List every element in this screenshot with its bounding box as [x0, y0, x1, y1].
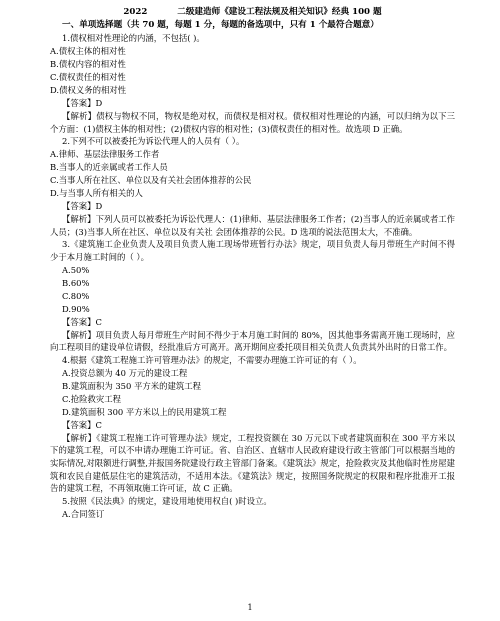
question-stem: 3.《建筑施工企业负责人及项目负责人施工现场带班暂行办法》规定，项目负责人每月带班生产时间不得少于本月施工时间的（ ）。	[50, 239, 455, 262]
option-c: C.当事人所在社区、单位以及有关社会团体推荐的公民	[50, 175, 252, 186]
answer: 【答案】D	[62, 98, 103, 108]
option-b: B.当事人的近亲属或者工作人员	[50, 162, 168, 173]
option-d: D.债权义务的相对性	[50, 85, 127, 95]
option-c: C.抢险救灾工程	[62, 393, 122, 404]
option-c: C.80%	[62, 290, 90, 301]
question-5	[50, 495, 455, 521]
analysis: 【解析】下列人员可以被委托为诉讼代理人：(1)律师、基层法律服务工作者；(2)当事人的近亲属或者工作人员；(3)当事人所在社区、单位以及有关社 会团体推荐的公民。D 选项的说法范围太大，不准确。	[50, 214, 455, 237]
option-a: A.债权主体的相对性	[50, 46, 126, 56]
option-a: A.律师、基层法律服务工作者	[50, 149, 160, 160]
option-d: D.建筑面积 300 平方米以上的民用建筑工程	[62, 406, 227, 417]
analysis: 【解析】债权与物权不同，物权是绝对权，而债权是相对权。债权相对性理论的内涵，可以归纳为以下三个方面：(1)债权主体的相对性；(2)债权内容的相对性；(3)债权责任的相对性。故选项 D 正确。	[50, 111, 455, 134]
question-1	[50, 32, 455, 135]
option-b: B.建筑面积为 350 平方米的建筑工程	[62, 380, 202, 391]
option-c: C.债权责任的相对性	[50, 72, 126, 82]
analysis: 【解析】项目负责人每月带班生产时间不得少于本月施工时间的 80%，因其他事务需离开施工现场时，应向工程项目的建设单位请假，经批准后方可离开。离开期间应委托项目相关负责人负责其外出时的日常工作。	[50, 329, 455, 353]
question-stem: 2.下列不可以被委托为诉讼代理人的人员有（ ）。	[62, 136, 245, 147]
question-2	[50, 135, 455, 238]
question-3	[50, 238, 455, 353]
question-stem: 4.根据《建筑工程施工许可管理办法》的规定，不需要办理施工许可证的有（ ）。	[62, 354, 362, 365]
question-stem: 5.按照《民法典》的规定，建设用地使用权自( )时设立。	[62, 495, 272, 506]
option-a: A.投资总额为 40 万元的建设工程	[62, 367, 188, 378]
option-d: D.90%	[62, 303, 90, 314]
title-text: 二级建造师《建设工程法规及相关知识》经典 100 题	[177, 7, 382, 17]
option-a: A.合同签订	[62, 508, 105, 519]
title-year: 2022	[123, 7, 148, 17]
answer: 【答案】C	[62, 419, 102, 430]
answer: 【答案】D	[62, 201, 103, 212]
document-page	[50, 6, 455, 521]
option-a: A.50%	[62, 264, 90, 275]
question-4	[50, 354, 455, 495]
page-number: 1	[247, 603, 253, 612]
question-stem: 1.债权相对性理论的内涵，不包括( )。	[62, 33, 205, 43]
option-b: B.60%	[62, 277, 90, 288]
option-d: D.与当事人所有相关的人	[50, 188, 143, 199]
analysis: 【解析】《建筑工程施工许可管理办法》规定，工程投资额在 30 万元以下或者建筑面积在 300 平方米以下的建筑工程，可以不申请办理施工许可证。省、自治区、直辖市人民政府建设行政主管部门可以根据当地的实际情况,对限额进行调整,并报国务院建设行政主管部门备案。《建筑法》规定，抢险救灾及其他临时性房屋建筑和农民自建低层住宅的建筑活动，不适用本法。《建筑法》规定，按照国务院规定的权限和程序批准开工报告的建筑工程，不再领取施工许可证，故 C 正确。	[50, 432, 455, 494]
option-b: B.债权内容的相对性	[50, 59, 126, 69]
answer: 【答案】C	[62, 316, 102, 327]
document-title	[50, 6, 455, 19]
section-heading: 一、单项选择题（共 70 题，每题 1 分，每题的备选项中，只有 1 个最符合题意）	[62, 20, 379, 30]
